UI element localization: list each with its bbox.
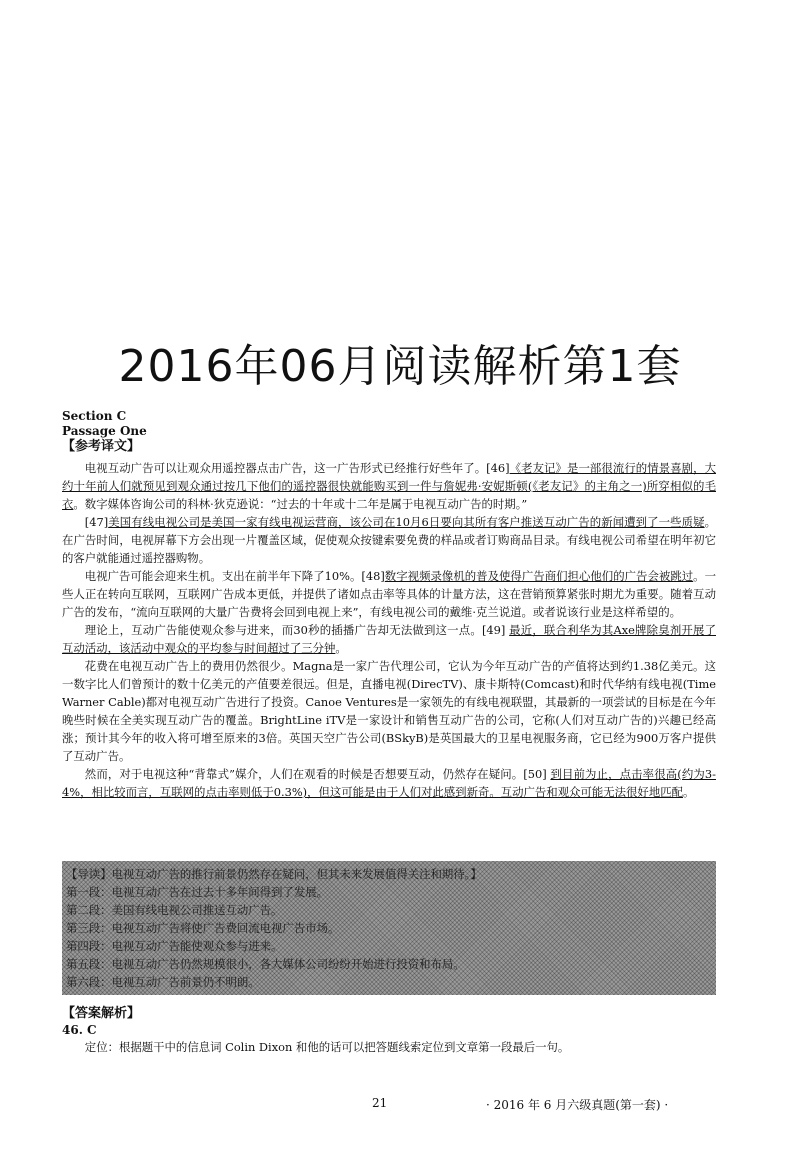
passage-label: Passage One	[62, 424, 147, 438]
answer-section	[62, 1005, 716, 1056]
summary-note-box	[62, 861, 716, 995]
note-line: 第二段：美国有线电视公司推送互动广告。	[66, 903, 283, 917]
underlined-segment: 到目前为止，点击率很高(约为3-4%，相比较而言，互联网的点击率则低于0.3%)，但这可能是由于人们对此感到新奇。互动广告和观众可能无法很好地匹配	[62, 767, 716, 799]
underlined-segment: 美国有线电视公司是美国一家有线电视运营商，该公司在10月6日要向其所有客户推送互动广告的新闻遭到了一些质疑	[108, 515, 705, 529]
answer-locate: 定位：根据题干中的信息词 Colin Dixon 和他的话可以把答题线索定位到文章第一段最后一句。	[84, 1040, 570, 1054]
page-title: 2016年06月阅读解析第1套	[118, 341, 682, 392]
section-header	[62, 409, 147, 454]
note-line: 第三段：电视互动广告将使广告费回流电视广告市场。	[66, 921, 340, 935]
answer-number: 46. C	[62, 1023, 97, 1037]
page-number: 21	[372, 1096, 388, 1110]
paragraph-2	[62, 513, 716, 567]
text-segment: 花费在电视互动广告上的费用仍然很少。Magna是一家广告代理公司，它认为今年互动广告的产值将达到约1.38亿美元。这一数字比人们曾预计的数十亿美元的产值要差很远。但是，直播电视(DirecTV)、康卡斯特(Comcast)和时代华纳有线电视(Time Warner Cable)都对电视互动广告进行了投资。Canoe Ventures是一家领先的有线电视联盟，其最新的一项尝试的目标是在今年晚些时候在全美实现互动广告的覆盖。BrightLine iTV是一家设计和销售互动广告的公司，它称(人们对互动广告的)兴趣已经高涨；预计其今年的收入将可增至原来的3倍。英国天空广告公司(BSkyB)是英国最大的卫星电视服务商，它已经为900万客户提供了互动广告。	[62, 659, 716, 763]
note-line: 第六段：电视互动广告前景仍不明朗。	[66, 975, 260, 989]
text-segment: 理论上，互动广告能使观众参与进来，而30秒的插播广告却无法做到这一点。[49]	[84, 623, 510, 637]
text-segment: 。	[683, 785, 695, 799]
paragraph-6	[62, 765, 716, 801]
underlined-segment: 最近，联合利华为其Axe牌除臭剂开展了互动活动，该活动中观众的平均参与时间超过了三分钟	[62, 623, 716, 655]
text-segment: 。一些人正在转向互联网，互联网广告成本更低，并提供了诸如点击率等具体的计量方法，这在营销预算紧张时期尤为重要。随着互动广告的发布，“流向互联网的大量广告费将会回到电视上来”，有线电视公司的戴维·克兰说道。或者说该行业是这样希望的。	[62, 569, 716, 619]
text-segment: 。在广告时间，电视屏幕下方会出现一片覆盖区域，促使观众按键索要免费的样品或者订购商品目录。有线电视公司希望在明年初它的客户就能通过遥控器购物。	[62, 515, 716, 565]
reference-heading: 【参考译文】	[62, 439, 141, 454]
note-line: 第五段：电视互动广告仍然规模很小，各大媒体公司纷纷开始进行投资和布局。	[66, 957, 465, 971]
text-segment: 。数字媒体咨询公司的科林·狄克逊说：“过去的十年或十二年是属于电视互动广告的时期。”	[73, 497, 528, 511]
note-line: 第四段：电视互动广告能使观众参与进来。	[66, 939, 283, 953]
paragraph-1	[62, 459, 716, 513]
underlined-segment: 《老友记》是一部很流行的情景喜剧，大约十年前人们就预见到观众通过按几下他们的遥控器很快就能购买到一件与詹妮弗·安妮斯顿(《老友记》的主角之一)所穿相似的毛衣	[62, 461, 716, 511]
text-segment: 。	[335, 641, 347, 655]
translation-article	[62, 459, 716, 801]
note-line: 【导读】电视互动广告的推行前景仍然存在疑问，但其未来发展值得关注和期待。】	[66, 867, 482, 881]
text-segment: 电视互动广告可以让观众用遥控器点击广告，这一广告形式已经推行好些年了。[46]	[84, 461, 510, 475]
underlined-segment: 数字视频录像机的普及使得广告商们担心他们的广告会被跳过	[384, 569, 694, 583]
section-label: Section C	[62, 409, 127, 423]
text-segment: [47]	[84, 515, 109, 529]
note-line: 第一段：电视互动广告在过去十多年间得到了发展。	[66, 885, 328, 899]
running-title: · 2016 年 6 月六级真题(第一套) ·	[486, 1098, 669, 1112]
text-segment: 然而，对于电视这种“背靠式”媒介，人们在观看的时候是否想要互动，仍然存在疑问。[50]	[84, 767, 551, 781]
text-segment: 电视广告可能会迎来生机。支出在前半年下降了10%。[48]	[84, 569, 385, 583]
answer-heading: 【答案解析】	[62, 1006, 141, 1021]
paragraph-3	[62, 567, 716, 621]
paragraph-4	[62, 621, 716, 657]
paragraph-5	[62, 657, 716, 765]
